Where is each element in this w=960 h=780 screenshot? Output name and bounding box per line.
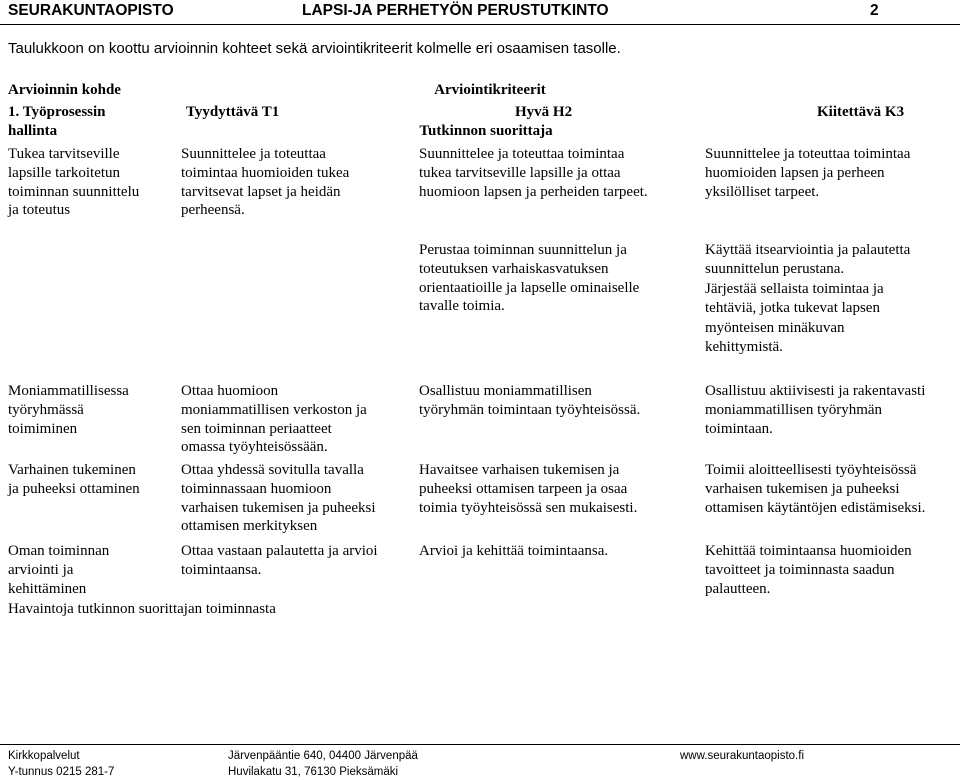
row5-t1: Ottaa vastaan palautetta ja arvioi toimintaansa.: [181, 543, 378, 578]
performer-header: Tutkinnon suorittaja: [419, 123, 553, 139]
row4-t1: Ottaa yhdessä sovitulla tavalla toiminnassaan huomioon varhaisen tukemisen ja puheeksi ottamisen merkityksen: [181, 462, 376, 535]
org-name: SEURAKUNTAOPISTO: [8, 2, 174, 19]
row3-target: Moniammatillisessa työryhmässä toimiminen: [8, 383, 129, 437]
row2-k3: Käyttää itsearviointia ja palautetta suunnittelun perustana. Järjestää sellaista toimintaa ja tehtäviä, jotka tukevat lapsen myönteisen minäkuvan kehittymistä.: [705, 242, 911, 356]
level-h2: Hyvä H2: [515, 104, 573, 120]
row5-k3: Kehittää toimintaansa huomioiden tavoitteet ja toiminnasta saadun palautteen.: [705, 543, 912, 597]
header-rule: [0, 24, 960, 25]
row3-h2: Osallistuu moniammatillisen työryhmän toimintaan työyhteisössä.: [419, 383, 641, 418]
row1-h2: Suunnittelee ja toteuttaa toimintaa tukea tarvitseville lapsille ja ottaa huomioon lapsen ja perheiden tarpeet.: [419, 146, 648, 200]
row3-k3: Osallistuu aktiivisesti ja rakentavasti moniammatillisen työryhmän toimintaan.: [705, 383, 926, 437]
row1-t1: Suunnittelee ja toteuttaa toimintaa huomioiden tukea tarvitsevat lapset ja heidän perheensä.: [181, 146, 350, 219]
row4-target: Varhainen tukeminen ja puheeksi ottaminen: [8, 462, 140, 497]
row2-h2: Perustaa toiminnan suunnittelun ja toteutuksen varhaiskasvatuksen orientaatioille ja lapselle ominaiselle tavalle toimia.: [419, 242, 640, 315]
row4-k3: Toimii aloitteellisesti työyhteisössä varhaisen tukemisen ja puheeksi ottamisen käytäntöjen edistämiseksi.: [705, 462, 926, 516]
row4-h2: Havaitsee varhaisen tukemisen ja puheeksi ottamisen tarpeen ja osaa toimia työyhteisössä sen mukaisesti.: [419, 462, 638, 516]
row1-k3: Suunnittelee ja toteuttaa toimintaa huomioiden lapsen ja perheen yksilölliset tarpeet.: [705, 146, 911, 200]
page-number: 2: [870, 2, 879, 19]
footer-company: Kirkkopalvelut Y-tunnus 0215 281-7: [8, 750, 115, 778]
col-target-header: Arvioinnin kohde: [8, 82, 121, 98]
process-title: 1. Työprosessin hallinta: [8, 104, 106, 139]
footer-addresses: Järvenpääntie 640, 04400 Järvenpää Huvilakatu 31, 76130 Pieksämäki: [228, 750, 418, 778]
footer-rule: [0, 744, 960, 745]
row5-target: Oman toiminnan arviointi ja kehittäminen: [8, 543, 110, 597]
level-k3: Kiitettävä K3: [817, 104, 905, 120]
row5-h2: Arvioi ja kehittää toimintaansa.: [419, 543, 609, 559]
row3-t1: Ottaa huomioon moniammatillisen verkoston ja sen toiminnan periaatteet omassa työyhteisössään.: [181, 383, 367, 456]
program-title: LAPSI-JA PERHETYÖN PERUSTUTKINTO: [302, 2, 609, 19]
level-t1: Tyydyttävä T1: [186, 104, 280, 120]
row1-target: Tukea tarvitseville lapsille tarkoitetun toiminnan suunnittelu ja toteutus: [8, 146, 140, 219]
observation-label: Havaintoja tutkinnon suorittajan toiminnasta: [8, 601, 276, 617]
footer-website: www.seurakuntaopisto.fi: [680, 750, 805, 762]
col-criteria-header: Arviointikriteerit: [434, 82, 546, 98]
intro-text: Taulukkoon on koottu arvioinnin kohteet sekä arviointikriteerit kolmelle eri osaamisen tasolle.: [8, 40, 621, 57]
